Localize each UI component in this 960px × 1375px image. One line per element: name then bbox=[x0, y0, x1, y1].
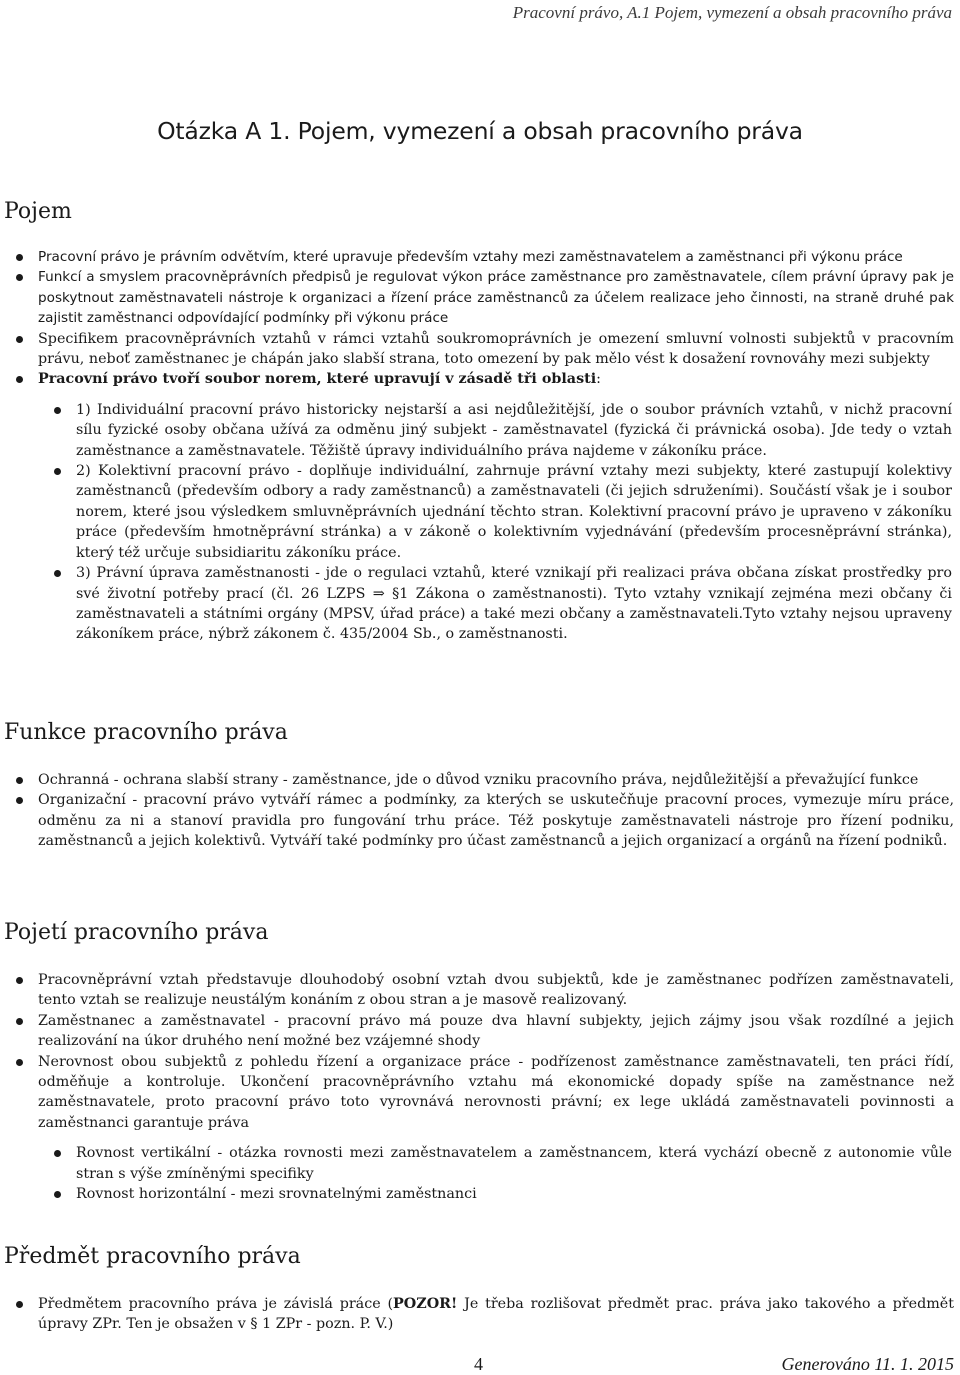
pojem-list bbox=[4, 247, 956, 645]
section-predmet bbox=[4, 1242, 956, 1335]
section-pojem bbox=[4, 197, 956, 645]
funkce-list bbox=[4, 770, 956, 852]
list-item: Rovnost vertikální - otázka rovnosti mezi zaměstnavatelem a zaměstnancem, která vychází obecně z autonomie vůle stran s výše zmíněnými specifiky bbox=[76, 1143, 952, 1184]
bullet-icon bbox=[54, 570, 61, 577]
bullet-icon bbox=[16, 274, 23, 281]
page-number: 4 bbox=[474, 1354, 483, 1374]
warning-label: POZOR! bbox=[393, 1296, 458, 1312]
areas-list bbox=[4, 400, 954, 645]
section-heading-predmet: Předmět pracovního práva bbox=[4, 1244, 301, 1269]
list-item: 2) Kolektivní pracovní právo - doplňuje individuální, zahrnuje právní vztahy mezi subjekty, které zastupují kolektivy zaměstnanců (především odbory a rady zaměstnanců) a zaměstnavateli (či jejich sdruženími). Součástí však je i soubor norem, které jsou výsledkem smluvněprávních ujednání těchto stran. Kolektivní pracovní právo je upraveno v zákoníku práce (především hmotněprávní stránka) a v zákoně o kolektivním vyjednávání (především procesněprávní stránka), který též určuje subsidiaritu zákoníku práce. bbox=[76, 461, 952, 563]
bullet-icon bbox=[54, 407, 61, 414]
bullet-icon bbox=[16, 336, 23, 343]
bullet-icon bbox=[16, 777, 23, 784]
list-item: 1) Individuální pracovní právo historicky nejstarší a asi nejdůležitější, jde o soubor právních vztahů, v nichž pracovní sílu fyzické osoby občana užívá za odměnu jiný subjekt - zaměstnavatel (fyzická či právnická osoba). Jde tedy o vztah zaměstnance a zaměstnavatele. Těžiště úpravy individuálního práva najdeme v zákoníku práce. bbox=[76, 400, 952, 461]
bullet-icon bbox=[16, 254, 23, 261]
list-item: Organizační - pracovní právo vytváří rámec a podmínky, za kterých se uskutečňuje pracovní proces, vymezuje míru práce, odměnu za ni a stanoví pravidla pro fungování trhu práce. Též poskytuje zaměstnavateli nástroje pro řízení podniku, zaměstnanců a jejich kolektivů. Vytváří také podmínky pro účast zaměstnanců a jejich organizací a orgánů na řízení podniků. bbox=[38, 790, 954, 851]
bullet-icon bbox=[16, 1018, 23, 1025]
list-item: Specifikem pracovněprávních vztahů v rámci vztahů soukromoprávních je omezení smluvní volnosti subjektů v pracovním právu, neboť zaměstnanec je chápán jako slabší strana, toto omezení by pak mělo vést k dosažení rovnováhy mezi subjekty bbox=[38, 329, 954, 370]
list-item: Ochranná - ochrana slabší strany - zaměstnance, jde o důvod vzniku pracovního práva, nejdůležitější a převažující funkce bbox=[38, 770, 954, 790]
running-header: Pracovní právo, A.1 Pojem, vymezení a obsah pracovního práva bbox=[512, 3, 952, 22]
list-item: Funkcí a smyslem pracovněprávních předpisů je regulovat výkon práce zaměstnance pro zaměstnavatele, cílem právní úpravy pak je poskytnout zaměstnavateli nástroje k organizaci a řízení práce zaměstnanců za účelem realizace jeho činnosti, na straně druhé pak zajistit zaměstnanci odpovídající podmínky při výkonu práce bbox=[38, 267, 954, 328]
predmet-list bbox=[4, 1294, 956, 1335]
pojeti-list bbox=[4, 970, 956, 1204]
list-item: Pracovněprávní vztah představuje dlouhodobý osobní vztah dvou subjektů, kde je zaměstnanec podřízen zaměstnavateli, tento vztah se realizuje neustálým konáním z obou stran a je masově realizovaný. bbox=[38, 970, 954, 1011]
bullet-icon bbox=[16, 797, 23, 804]
section-funkce bbox=[4, 718, 956, 852]
bullet-icon bbox=[16, 376, 23, 383]
list-item: Pracovní právo je právním odvětvím, které upravuje především vztahy mezi zaměstnavatelem a zaměstnanci při výkonu práce bbox=[38, 247, 954, 267]
list-item: Pracovní právo tvoří soubor norem, které upravují v zásadě tři oblasti: 1) Individuální pracovní právo historicky nejstarší a asi nejdůležitější, jde o soubor právních vztahů, v nichž pracovní sílu fyzické osoby občana užívá za odměnu jiný subjekt - zaměstnavatel (fyzická či právnická osoba). Jde tedy o vztah zaměstnance a zaměstnavatele. Těžiště úpravy individuálního práva najdeme v zákoníku práce. 2) Kolektivní pracovní právo - doplňuje individuální, zahrnuje právní vztahy mezi subjekty, které zastupují kolektivy zaměstnanců (především odbory a rady zaměstnanců) a zaměstnavateli (či jejich sdruženími). Součástí však je i soubor norem, které jsou výsledkem smluvněprávních ujednání těchto stran. Kolektivní pracovní právo je upraveno v zákoníku práce (především hmotněprávní stránka) a v zákoně o kolektivním vyjednávání (především procesněprávní stránka), který též určuje subsidiaritu zákoníku práce. 3) Právní úprava zaměstnanosti - jde o regulaci vztahů, které vznikají při realizaci práva občana získat prostředky pro své životní potřeby prací (čl. 26 LZPS ⇒ §1 Zákona o zaměstnanosti). Tyto vztahy vznikají zejména mezi občany či zaměstnavateli a státními orgány (MPSV, úřad práce) a také mezi občany a zaměstnavateli.Tyto vztahy nejsou upraveny zákoníkem práce, nýbrž zákonem č. 435/2004 Sb., o zaměstnanosti. bbox=[38, 369, 954, 644]
list-item: Rovnost horizontální - mezi srovnatelnými zaměstnanci bbox=[76, 1184, 952, 1204]
bullet-icon bbox=[16, 977, 23, 984]
list-item: Nerovnost obou subjektů z pohledu řízení a organizace práce - podřízenost zaměstnance zaměstnavateli, ten práci řídí, odměňuje a kontroluje. Ukončení pracovněprávního vztahu má ekonomické dopady spíše na zaměstnance než zaměstnavatele, proto pracovní právo toto vyrovnává nerovnosti právní; ex lege ukládá zaměstnavateli povinnosti a zaměstnanci garantuje práva Rovnost vertikální - otázka rovnosti mezi zaměstnavatelem a zaměstnancem, která vychází obecně z autonomie vůle stran s výše zmíněnými specifiky Rovnost horizontální - mezi srovnatelnými zaměstnanci bbox=[38, 1052, 954, 1205]
bullet-icon bbox=[54, 468, 61, 475]
pojeti-sublist bbox=[4, 1143, 954, 1204]
section-heading-pojem: Pojem bbox=[4, 199, 72, 224]
section-heading-funkce: Funkce pracovního práva bbox=[4, 720, 288, 745]
list-item: Předmětem pracovního práva je závislá práce (POZOR! Je třeba rozlišovat předmět prac. práva jako takového a předmět úpravy ZPr. Ten je obsažen v § 1 ZPr - pozn. P. V.) bbox=[38, 1294, 954, 1335]
section-pojeti bbox=[4, 918, 956, 1204]
section-heading-pojeti: Pojetí pracovního práva bbox=[4, 920, 269, 945]
generated-date: Generováno 11. 1. 2015 bbox=[781, 1354, 954, 1374]
bullet-icon bbox=[16, 1059, 23, 1066]
bullet-icon bbox=[54, 1191, 61, 1198]
list-item: 3) Právní úprava zaměstnanosti - jde o regulaci vztahů, které vznikají při realizaci práva občana získat prostředky pro své životní potřeby prací (čl. 26 LZPS ⇒ §1 Zákona o zaměstnanosti). Tyto vztahy vznikají zejména mezi občany či zaměstnavateli a státními orgány (MPSV, úřad práce) a také mezi občany a zaměstnavateli.Tyto vztahy nejsou upraveny zákoníkem práce, nýbrž zákonem č. 435/2004 Sb., o zaměstnanosti. bbox=[76, 563, 952, 645]
areas-intro: Pracovní právo tvoří soubor norem, které upravují v zásadě tři oblasti bbox=[38, 371, 597, 388]
list-item: Zaměstnanec a zaměstnavatel - pracovní právo má pouze dva hlavní subjekty, jejich zájmy jsou však rozdílné a jejich realizování na úkor druhého není možné bez vzájemné shody bbox=[38, 1011, 954, 1052]
bullet-icon bbox=[16, 1301, 23, 1308]
bullet-icon bbox=[54, 1150, 61, 1157]
page-title: Otázka A 1. Pojem, vymezení a obsah pracovního práva bbox=[157, 117, 803, 145]
